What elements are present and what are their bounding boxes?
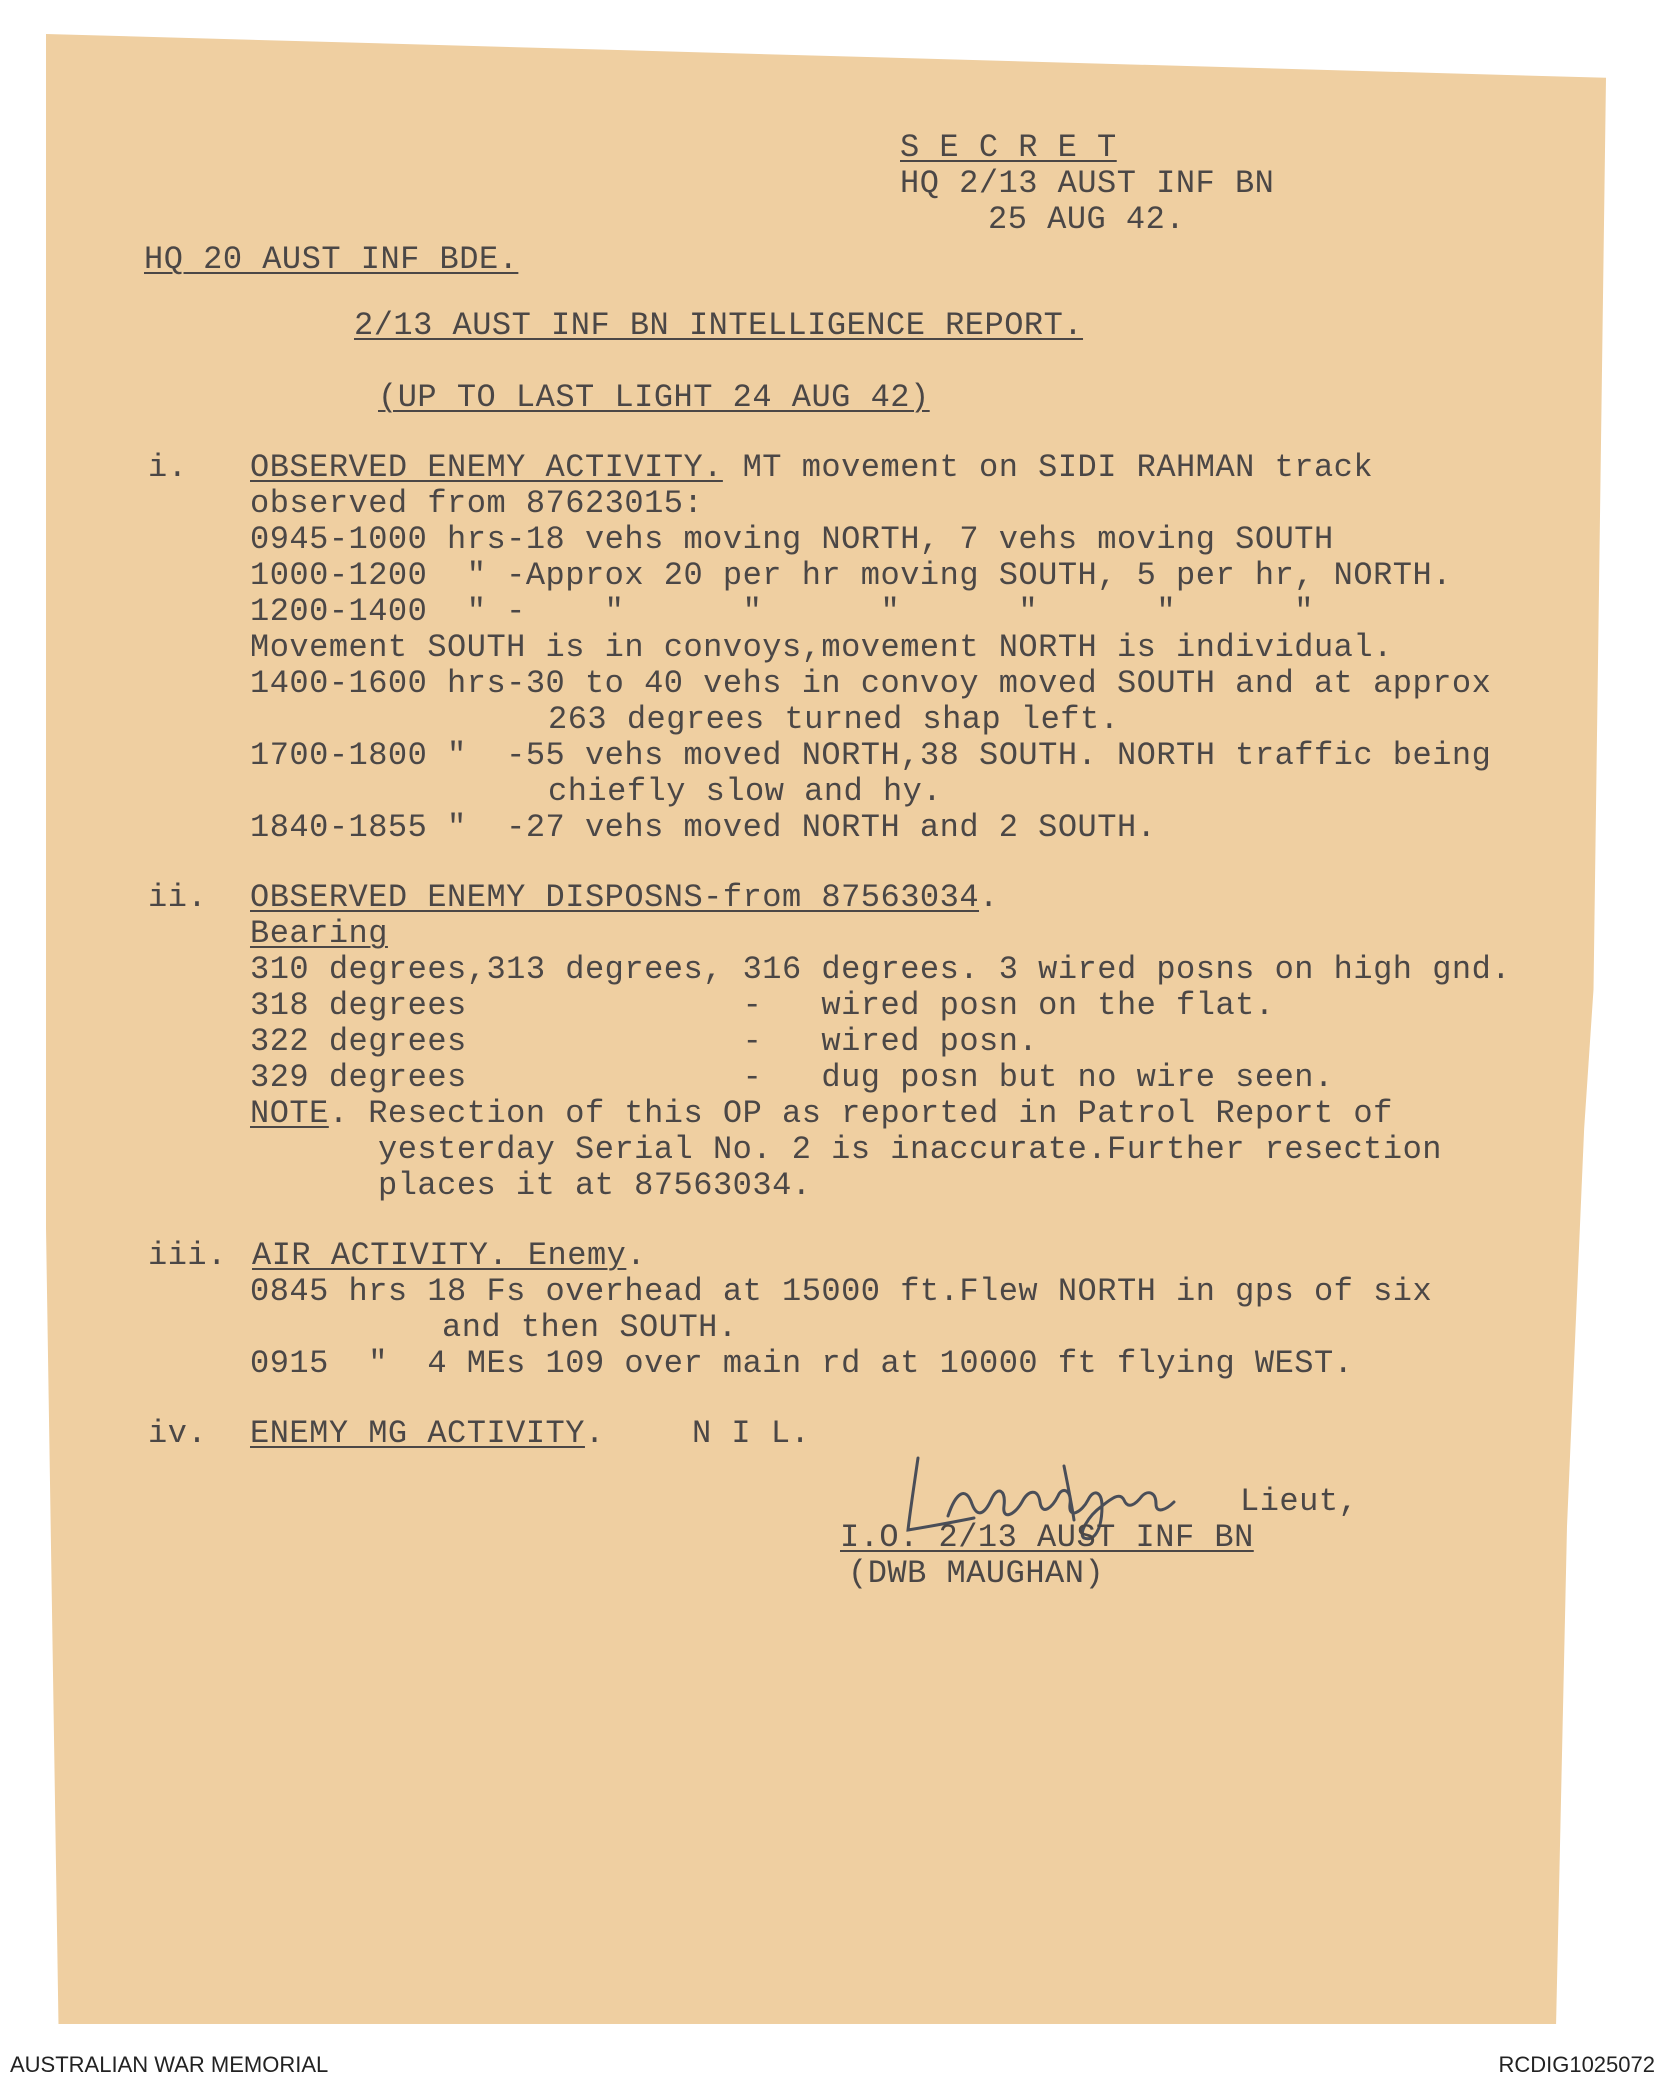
bearing-label: Bearing bbox=[250, 915, 388, 952]
movement-line-1000: 1000-1200 " -Approx 20 per hr moving SOUTH, 5 per hr, NORTH. bbox=[250, 557, 1452, 594]
report-date: 25 AUG 42. bbox=[988, 201, 1186, 238]
report-period: (UP TO LAST LIGHT 24 AUG 42) bbox=[378, 379, 930, 416]
bearing-line-329: 329 degrees - dug posn but no wire seen. bbox=[250, 1059, 1334, 1096]
section-4-heading-line: ENEMY MG ACTIVITY. bbox=[250, 1415, 605, 1452]
archive-reference-id: RCDIG1025072 bbox=[1498, 2052, 1655, 2077]
movement-line-1400: 1400-1600 hrs-30 to 40 vehs in convoy moved SOUTH and at approx bbox=[250, 665, 1492, 702]
originating-unit: HQ 2/13 AUST INF BN bbox=[900, 165, 1275, 202]
air-line-0915: 0915 " 4 MEs 109 over main rd at 10000 ft flying WEST. bbox=[250, 1345, 1354, 1382]
section-4-heading: ENEMY MG ACTIVITY bbox=[250, 1415, 585, 1452]
section-2-heading-line: OBSERVED ENEMY DISPOSNS-from 87563034. bbox=[250, 879, 999, 916]
movement-line-1400-cont: 263 degrees turned shap left. bbox=[548, 701, 1120, 738]
note-line: NOTE. Resection of this OP as reported in Patrol Report of bbox=[250, 1095, 1393, 1132]
movement-line-1700-cont: chiefly slow and hy. bbox=[548, 773, 943, 810]
section-4-number: iv. bbox=[148, 1415, 208, 1452]
signatory-name: (DWB MAUGHAN) bbox=[848, 1555, 1105, 1592]
bearing-line-310: 310 degrees,313 degrees, 316 degrees. 3 wired posns on high gnd. bbox=[250, 951, 1511, 988]
movement-summary-line: Movement SOUTH is in convoys,movement NORTH is individual. bbox=[250, 629, 1393, 666]
report-title: 2/13 AUST INF BN INTELLIGENCE REPORT. bbox=[354, 307, 1084, 344]
movement-line-0945: 0945-1000 hrs-18 vehs moving NORTH, 7 vehs moving SOUTH bbox=[250, 521, 1334, 558]
section-1-intro bbox=[250, 450, 1373, 486]
note-line-3: places it at 87563034. bbox=[378, 1167, 812, 1204]
section-3-number: iii. bbox=[148, 1237, 227, 1274]
movement-line-1840: 1840-1855 " -27 vehs moved NORTH and 2 SOUTH. bbox=[250, 809, 1157, 846]
air-line-0845-cont: and then SOUTH. bbox=[442, 1309, 738, 1346]
section-2-heading: OBSERVED ENEMY DISPOSNS-from 87563034 bbox=[250, 879, 980, 916]
section-1-heading: OBSERVED ENEMY ACTIVITY. bbox=[250, 449, 723, 486]
section-2-number: ii. bbox=[148, 879, 208, 916]
section-3-heading-line: AIR ACTIVITY. Enemy. bbox=[252, 1237, 647, 1274]
air-line-0845: 0845 hrs 18 Fs overhead at 15000 ft.Flew NORTH in gps of six bbox=[250, 1273, 1433, 1310]
section-3-heading: AIR ACTIVITY. Enemy bbox=[252, 1237, 627, 1274]
section-1-number: i. bbox=[148, 449, 188, 486]
archive-credit: AUSTRALIAN WAR MEMORIAL bbox=[10, 2052, 329, 2077]
section-4-value: N I L. bbox=[692, 1415, 811, 1452]
section-1-intro-line-2: observed from 87623015: bbox=[250, 485, 704, 522]
signatory-rank: Lieut, bbox=[1240, 1483, 1359, 1520]
signatory-appointment: I.O. 2/13 AUST INF BN bbox=[840, 1519, 1254, 1556]
bearing-line-318: 318 degrees - wired posn on the flat. bbox=[250, 987, 1275, 1024]
section-1-intro-rest: MT movement on SIDI RAHMAN track bbox=[722, 449, 1374, 486]
classification-marking: S E C R E T bbox=[900, 129, 1117, 166]
note-label: NOTE bbox=[250, 1095, 329, 1132]
addressee: HQ 20 AUST INF BDE. bbox=[144, 241, 519, 278]
note-line-2: yesterday Serial No. 2 is inaccurate.Further resection bbox=[378, 1131, 1442, 1168]
movement-line-1200: 1200-1400 " - " " " " " " bbox=[250, 593, 1314, 630]
movement-line-1700: 1700-1800 " -55 vehs moved NORTH,38 SOUTH. NORTH traffic being bbox=[250, 737, 1492, 774]
bearing-line-322: 322 degrees - wired posn. bbox=[250, 1023, 1039, 1060]
